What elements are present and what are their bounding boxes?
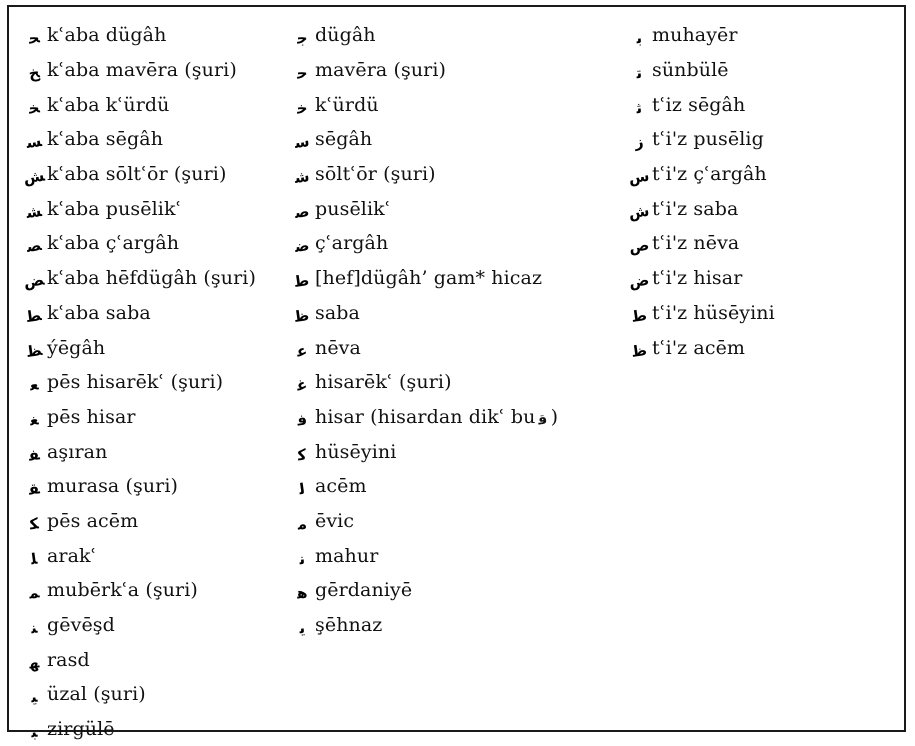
makam-label: sōltʿōr (şuri)	[315, 163, 436, 186]
list-item	[289, 226, 558, 261]
notation-glyph-icon: ﺷ	[293, 167, 311, 188]
list-item	[626, 226, 775, 261]
makam-label: hisar (hisardan dikʿ bu	[315, 405, 536, 428]
list-item	[289, 330, 558, 365]
notation-glyph-icon: ﻆ	[24, 340, 44, 361]
makam-label: aşıran	[47, 440, 108, 463]
makam-label: kʿaba kʿürdü	[47, 93, 170, 116]
makam-label: rasd	[47, 648, 90, 671]
makam-label: tʿi'z pusēlig	[652, 128, 764, 151]
notation-glyph-icon: ﺟ	[295, 28, 309, 49]
makam-label: pēs acēm	[47, 509, 139, 532]
list-item	[289, 53, 558, 88]
makam-label: hisarēkʿ (şuri)	[315, 371, 452, 394]
makam-label: muhayēr	[652, 24, 738, 47]
makam-label-suffix: )	[550, 405, 559, 428]
list-item	[21, 330, 256, 365]
notation-glyph-icon: ﺤ	[27, 28, 41, 49]
list-item	[289, 469, 558, 504]
inline-notation-glyph-icon: ﻗ	[536, 411, 548, 429]
list-item	[289, 365, 558, 400]
notation-glyph-icon: ﺗ	[634, 63, 644, 83]
notation-glyph-icon: ﻜ	[28, 514, 40, 534]
list-item	[21, 677, 256, 712]
notation-glyph-icon: ﻘ	[27, 479, 41, 499]
notation-glyph-icon: ﻅ	[630, 340, 648, 361]
list-item	[289, 608, 558, 643]
makam-label: kʿaba mavēra (şuri)	[47, 59, 237, 82]
list-item	[289, 87, 558, 122]
notation-glyph-icon: ﺦ	[27, 63, 41, 83]
list-item	[21, 608, 256, 643]
notation-glyph-icon: ﻳ	[297, 618, 307, 638]
notation-glyph-icon: ﻔ	[27, 444, 41, 465]
makam-label: kʿaba sōltʿōr (şuri)	[47, 163, 227, 186]
notation-glyph-icon: ﻴ	[29, 688, 39, 707]
notation-glyph-icon: ﺹ	[627, 236, 651, 257]
list-item	[21, 53, 256, 88]
notation-glyph-icon: ﺶ	[22, 166, 46, 188]
list-item	[21, 296, 256, 331]
notation-glyph-icon: ﻐ	[28, 410, 40, 430]
list-item	[289, 434, 558, 469]
notation-glyph-icon: ﺵ	[627, 201, 651, 223]
makam-label: tʿi'z hisar	[652, 267, 743, 290]
makam-label: mubērkʿa (şuri)	[47, 579, 198, 602]
notation-glyph-icon: ﺱ	[627, 166, 651, 188]
list-item	[21, 157, 256, 192]
makam-label: hüsēyini	[315, 440, 397, 463]
makam-label: çʿargâh	[315, 232, 389, 255]
notation-glyph-icon: ﻓ	[295, 410, 309, 430]
list-item	[21, 18, 256, 53]
list-item	[289, 538, 558, 573]
list-item	[21, 226, 256, 261]
list-item	[21, 504, 256, 539]
list-item	[289, 18, 558, 53]
notation-glyph-icon: ﻨ	[29, 618, 39, 638]
notation-glyph-icon: ﺑ	[634, 29, 644, 48]
makam-label: gērdaniyē	[315, 579, 413, 602]
list-item	[289, 296, 558, 331]
list-item	[289, 400, 558, 435]
list-item	[21, 261, 256, 296]
notation-glyph-icon: ﺨ	[27, 98, 41, 118]
notation-glyph-icon: ﻣ	[296, 514, 308, 534]
makam-label: sēgâh	[315, 128, 373, 151]
list-item	[626, 191, 775, 226]
notation-glyph-icon: ﺾ	[22, 270, 46, 292]
makam-label: ēvic	[315, 509, 355, 532]
makam-label: pēs hisarēkʿ (şuri)	[47, 371, 224, 394]
list-item	[289, 122, 558, 157]
notation-glyph-icon: ﻏ	[295, 375, 309, 395]
makam-label: tʿi'z nēva	[652, 232, 740, 255]
notation-glyph-icon: ﺳ	[293, 132, 311, 153]
list-item	[289, 191, 558, 226]
list-item	[626, 296, 775, 331]
notation-glyph-icon: ﻧ	[297, 549, 307, 568]
list-item	[626, 53, 775, 88]
makam-label: nēva	[315, 336, 361, 359]
list-item	[626, 157, 775, 192]
list-item	[21, 434, 256, 469]
list-item	[21, 400, 256, 435]
makam-label: [hef]dügâh’ gam* hicaz	[315, 267, 543, 290]
list-item	[626, 122, 775, 157]
notation-glyph-icon: ﻤ	[27, 583, 41, 603]
makam-label: tʿi'z hüsēyini	[652, 301, 775, 324]
notation-glyph-icon: ﺣ	[295, 63, 309, 83]
notation-glyph-icon: ﻄ	[25, 305, 43, 326]
list-item	[21, 469, 256, 504]
makam-label: kʿaba saba	[47, 301, 151, 324]
list-item	[21, 365, 256, 400]
makam-label: mavēra (şuri)	[315, 59, 447, 82]
notation-glyph-icon: ﺯ	[633, 132, 645, 152]
notation-glyph-icon: ﺽ	[627, 270, 651, 292]
notation-glyph-icon: ﺼ	[25, 236, 43, 257]
notation-glyph-icon: ﺻ	[293, 201, 311, 222]
makam-label: dügâh	[315, 24, 376, 47]
list-item	[21, 538, 256, 573]
makam-label: acēm	[315, 475, 367, 498]
notation-glyph-icon: ﻁ	[630, 305, 648, 326]
list-item	[289, 573, 558, 608]
makam-label: kʿürdü	[315, 93, 379, 116]
makam-label: tʿiz sēgâh	[652, 93, 746, 116]
makam-label: zirgülē	[47, 718, 115, 741]
list-item	[21, 642, 256, 677]
list-item	[289, 261, 558, 296]
makam-label: arakʿ	[47, 544, 97, 567]
makam-label: murasa (şuri)	[47, 475, 179, 498]
notation-glyph-icon: ﻠ	[29, 549, 39, 568]
list-item	[626, 18, 775, 53]
notation-glyph-icon: ﺛ	[634, 98, 644, 118]
list-item	[21, 122, 256, 157]
notation-glyph-icon: ﻫ	[295, 583, 309, 603]
list-item	[626, 87, 775, 122]
notation-glyph-icon: ﻛ	[296, 445, 308, 465]
notation-glyph-icon: ﻃ	[293, 271, 311, 292]
notation-glyph-icon: ﺿ	[293, 236, 311, 257]
notation-glyph-icon: ﺧ	[295, 98, 309, 118]
notation-glyph-icon: ﺴ	[25, 132, 43, 153]
column-3	[626, 18, 775, 365]
column-1	[21, 18, 256, 746]
makam-label: ýēgâh	[47, 336, 106, 359]
list-item	[289, 157, 558, 192]
makam-label: tʿi'z acēm	[652, 336, 746, 359]
makam-label: tʿi'z çʿargâh	[652, 163, 767, 186]
makam-label: pēs hisar	[47, 405, 136, 428]
makam-table	[7, 5, 906, 742]
makam-label: saba	[315, 301, 360, 324]
makam-label: mahur	[315, 544, 379, 567]
notation-glyph-icon: ﻌ	[28, 375, 40, 395]
makam-label: sünbülē	[652, 59, 729, 82]
notation-glyph-icon: ﻬ	[27, 653, 41, 673]
makam-label: şēhnaz	[315, 614, 383, 637]
notation-glyph-icon: ﻇ	[293, 305, 311, 326]
list-item	[289, 504, 558, 539]
notation-glyph-icon: ﺸ	[25, 201, 43, 222]
list-item	[21, 191, 256, 226]
list-item	[21, 573, 256, 608]
makam-label: gēvēşd	[47, 614, 115, 637]
makam-label: kʿaba çʿargâh	[47, 232, 180, 255]
makam-label: kʿaba hēfdügâh (şuri)	[47, 267, 256, 290]
makam-label: kʿaba pusēlikʿ	[47, 197, 182, 220]
list-item	[626, 261, 775, 296]
notation-glyph-icon: ﻋ	[295, 340, 309, 361]
makam-label: kʿaba dügâh	[47, 24, 167, 47]
column-2	[289, 18, 558, 642]
notation-glyph-icon: ﻟ	[297, 479, 307, 499]
makam-label: pusēlikʿ	[315, 197, 391, 220]
notation-glyph-icon: ﺒ	[29, 722, 39, 742]
makam-label: tʿi'z saba	[652, 197, 739, 220]
makam-label: kʿaba sēgâh	[47, 128, 164, 151]
list-item	[626, 330, 775, 365]
makam-label: üzal (şuri)	[47, 683, 146, 706]
list-item	[21, 87, 256, 122]
